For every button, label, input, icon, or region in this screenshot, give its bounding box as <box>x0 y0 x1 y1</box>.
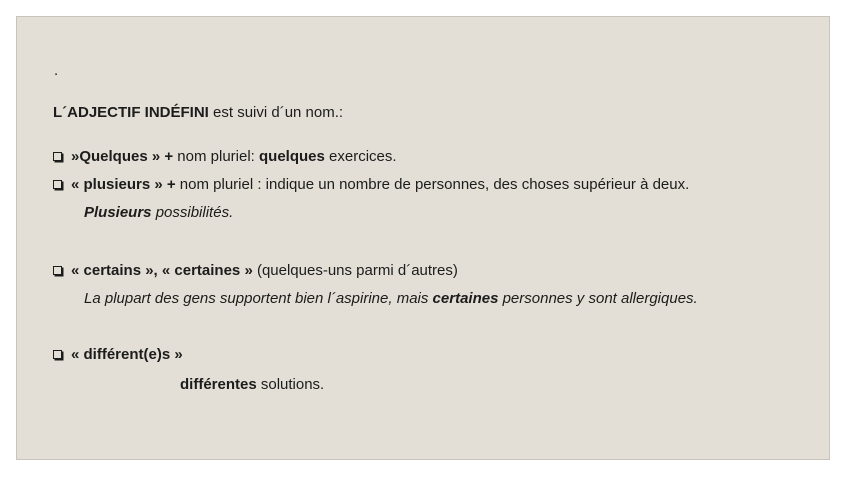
item3-example-part2: personnes y sont allergiques. <box>498 290 698 307</box>
heading-rest: est suivi d´un nom.: <box>208 104 344 121</box>
item3-example-part1: La plupart des gens supportent bien l´aspirine, mais <box>84 290 433 307</box>
item1-normal: nom pluriel: <box>173 148 260 165</box>
heading-bold: L´ADJECTIF INDÉFINI <box>53 104 209 121</box>
example-certaines <box>84 289 698 309</box>
item1-bold2: quelques <box>259 148 325 165</box>
bullet-quelques <box>53 147 397 167</box>
item1-normal2: exercices. <box>324 148 397 165</box>
item3-example-bold: certaines <box>432 290 499 307</box>
checkbox-bullet-icon <box>53 152 62 161</box>
item4-example-bold: différentes <box>180 376 257 393</box>
checkbox-bullet-icon <box>53 350 62 359</box>
checkbox-bullet-icon <box>53 180 62 189</box>
bullet-plusieurs <box>53 175 689 195</box>
item2-example-rest: possibilités. <box>151 204 234 221</box>
item3-normal: (quelques-uns parmi d´autres) <box>252 262 458 279</box>
slide <box>16 16 830 460</box>
bullet-certains <box>53 261 458 281</box>
heading-line <box>53 103 343 123</box>
item1-bold: »Quelques » + <box>71 148 174 165</box>
example-differentes <box>180 375 324 395</box>
bullet-differents <box>53 345 183 365</box>
item4-example-rest: solutions. <box>256 376 325 393</box>
checkbox-bullet-icon <box>53 266 62 275</box>
item2-example-bold: Plusieurs <box>84 204 152 221</box>
item4-bold: « différent(e)s » <box>71 346 183 363</box>
example-plusieurs <box>84 203 233 223</box>
dot: . <box>54 62 59 79</box>
item3-bold: « certains », « certaines » <box>71 262 253 279</box>
dot-text <box>54 61 58 81</box>
item2-normal: nom pluriel : indique un nombre de personnes, des choses supérieur à deux. <box>175 176 690 193</box>
item2-bold: « plusieurs » + <box>71 176 176 193</box>
